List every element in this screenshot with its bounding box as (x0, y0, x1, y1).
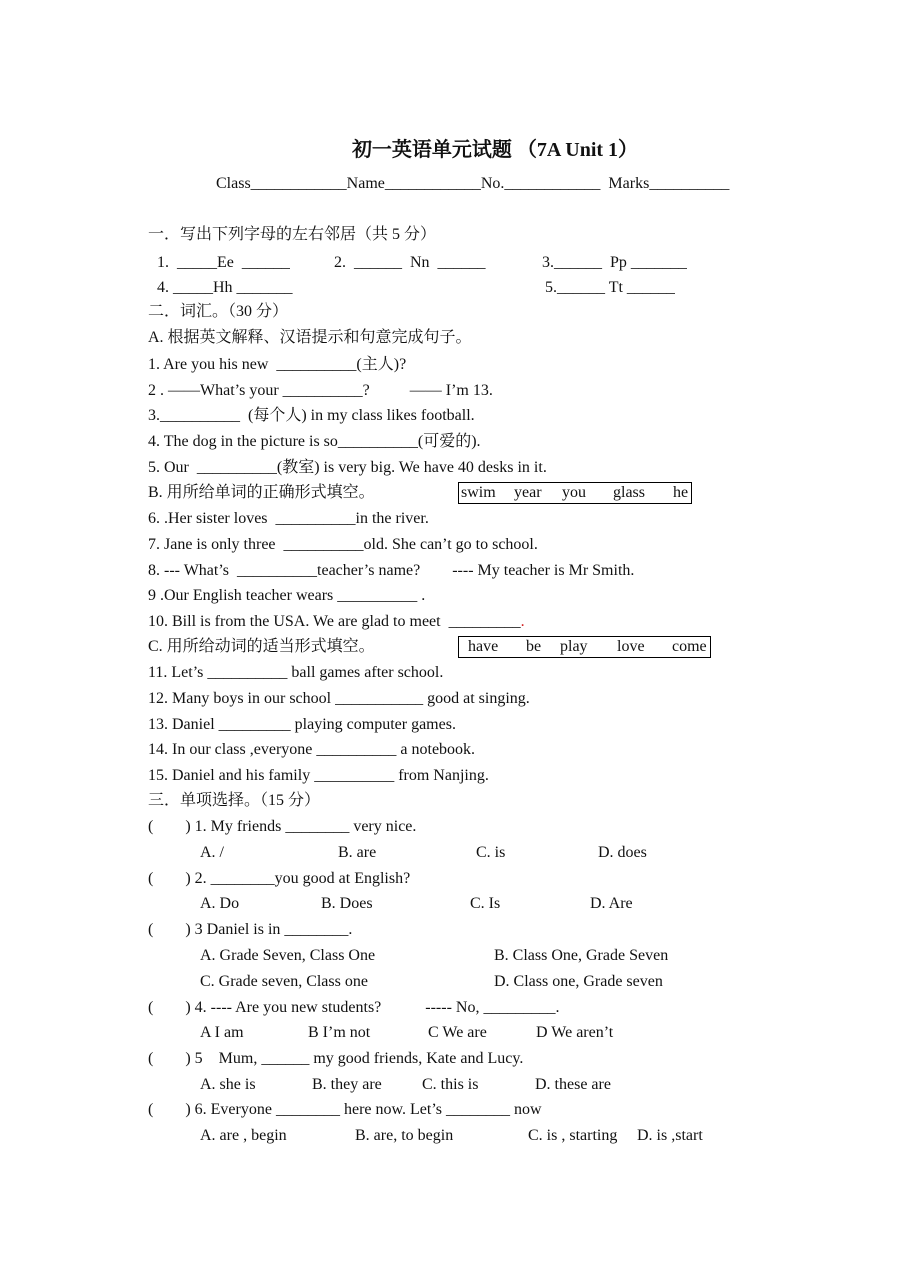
mc-option: B. are, to begin (355, 1127, 454, 1144)
word-box-c-item: love (617, 638, 645, 655)
mc-option: A. / (200, 844, 224, 861)
mc-option: A I am (200, 1024, 244, 1041)
part2-q6: 6. .Her sister loves __________in the river. (148, 510, 429, 527)
word-box-b-item: swim (461, 484, 496, 501)
part2-q7: 7. Jane is only three __________old. She can’t go to school. (148, 536, 538, 553)
part1-q4: 4. _____Hh _______ (157, 279, 293, 296)
word-box-b (458, 482, 692, 504)
part2-q2: 2 . ——What’s your __________? —— I’m 13. (148, 382, 493, 399)
mc-question: ( ) 2. ________you good at English? (148, 870, 411, 887)
mc-option: A. Grade Seven, Class One (200, 947, 376, 964)
word-box-b-item: you (562, 484, 586, 501)
mc-question: ( ) 3 Daniel is in ________. (148, 921, 353, 938)
mc-option: D. does (598, 844, 647, 861)
mc-option: D. Are (590, 895, 633, 912)
mc-option: C. is , starting (528, 1127, 618, 1144)
mc-option: C. Grade seven, Class one (200, 973, 368, 990)
student-info-line: Class____________Name____________No.____________ Marks__________ (216, 175, 730, 192)
part2-q3: 3.__________ (每个人) in my class likes football. (148, 407, 475, 424)
mc-option: C. is (476, 844, 506, 861)
word-box-b-item: year (514, 484, 542, 501)
mc-option: D. Class one, Grade seven (494, 973, 663, 990)
part2-q10-text: 10. Bill is from the USA. We are glad to meet _________ (148, 613, 521, 630)
mc-option: B. Class One, Grade Seven (494, 947, 669, 964)
mc-option: B I’m not (308, 1024, 371, 1041)
part2-section-b: B. 用所给单词的正确形式填空。 (148, 484, 375, 501)
mc-option: C. this is (422, 1076, 479, 1093)
mc-option: B. Does (321, 895, 373, 912)
part2-q15: 15. Daniel and his family __________ from Nanjing. (148, 767, 489, 784)
part2-q13: 13. Daniel _________ playing computer games. (148, 716, 456, 733)
mc-question: ( ) 4. ---- Are you new students? ----- No, _________. (148, 999, 560, 1016)
part1-q2: 2. ______ Nn ______ (334, 254, 486, 271)
mc-option: A. are , begin (200, 1127, 287, 1144)
word-box-b-item: glass (613, 484, 645, 501)
mc-option: D. these are (535, 1076, 611, 1093)
part2-q8: 8. --- What’s __________teacher’s name? ---- My teacher is Mr Smith. (148, 562, 635, 579)
mc-question: ( ) 1. My friends ________ very nice. (148, 818, 417, 835)
word-box-c (458, 636, 711, 658)
mc-option: B. are (338, 844, 377, 861)
part2-q9: 9 .Our English teacher wears __________ . (148, 587, 426, 604)
mc-question: ( ) 5 Mum, ______ my good friends, Kate and Lucy. (148, 1050, 524, 1067)
part2-q5: 5. Our __________(教室) is very big. We have 40 desks in it. (148, 459, 547, 476)
mc-option: A. Do (200, 895, 240, 912)
part2-q10-mark: . (520, 613, 525, 630)
part1-q1: 1. _____Ee ______ (157, 254, 290, 271)
mc-option: D We aren’t (536, 1024, 614, 1041)
word-box-b-item: he (673, 484, 689, 501)
part2-heading: 二．词汇。（30 分） (148, 303, 289, 320)
part2-q10 (148, 612, 525, 632)
part2-section-a: A. 根据英文解释、汉语提示和句意完成句子。 (148, 329, 472, 346)
part2-q11: 11. Let’s __________ ball games after school. (148, 664, 444, 681)
mc-option: D. is ,start (637, 1127, 703, 1144)
part1-q3: 3.______ Pp _______ (542, 254, 687, 271)
word-box-c-item: play (560, 638, 588, 655)
word-box-c-item: come (672, 638, 707, 655)
part1-heading: 一．写出下列字母的左右邻居（共 5 分） (148, 226, 437, 243)
page-title: 初一英语单元试题 （7A Unit 1） (351, 139, 639, 161)
mc-option: B. they are (312, 1076, 382, 1093)
part2-q14: 14. In our class ,everyone __________ a notebook. (148, 741, 476, 758)
word-box-c-item: have (468, 638, 499, 655)
part2-q12: 12. Many boys in our school ___________ good at singing. (148, 690, 530, 707)
mc-option: C We are (428, 1024, 487, 1041)
part3-heading: 三．单项选择。（15 分） (148, 792, 321, 809)
mc-option: C. Is (470, 895, 501, 912)
part1-q5: 5.______ Tt ______ (545, 279, 675, 296)
mc-question: ( ) 6. Everyone ________ here now. Let’s ________ now (148, 1101, 542, 1118)
part2-q4: 4. The dog in the picture is so__________(可爱的). (148, 433, 481, 450)
word-box-c-item: be (526, 638, 542, 655)
mc-option: A. she is (200, 1076, 256, 1093)
part2-section-c: C. 用所给动词的适当形式填空。 (148, 638, 375, 655)
part2-q1: 1. Are you his new __________(主人)? (148, 356, 407, 373)
